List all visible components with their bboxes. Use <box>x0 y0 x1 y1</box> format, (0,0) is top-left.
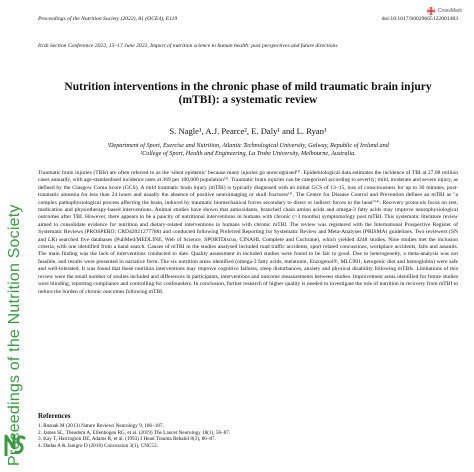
journal-sidebar <box>0 0 30 472</box>
author-list: S. Nagle¹, A.J. Pearce², E. Daly¹ and L. Ryan¹ <box>169 126 327 136</box>
doi-link[interactable]: doi:10.1017/S0029665122001483 <box>381 16 458 22</box>
reference-item: 4. Dadas A & Janigro D (2018) Concussion 3(1), CNC53. <box>38 442 158 449</box>
running-header <box>38 16 458 22</box>
affiliation-2: ²College of Sport, Health and Engineering, La Trobe University, Melbourne, Australia. <box>140 150 356 157</box>
conference-line: Irish Section Conference 2022, 15–17 June 2022, Impact of nutrition science to human health: past perspectives and future directions <box>38 43 338 49</box>
journal-sidebar-text: Proceedings of the Nutrition Society <box>6 204 23 466</box>
crossmark-badge[interactable] <box>426 6 462 16</box>
abstract-body: Traumatic brain injuries (TBIs) are often referred to as the 'silent epidemic' because many injuries go unrecognised⁽¹⁾. Epidemiological data estimates the incidence of TBI at 27.08 million cases annually, with age-standardised incidence rates at 369 per 100,000 population⁽²⁾. Traumatic brain injuries can be categorised according to severity; mild, moderate and severe injury, as defined by the Glasgow Coma Score (GCS). A mild traumatic brain injury (mTBI) is typically diagnosed with an initial GCS of 13–15, loss of consciousness for up to 30 minutes, post-traumatic amnesia for less than 24 hours and usually the absence of positive neuroimaging or skull fractures⁽³⁾. The Centre for Disease Control and Prevention defines an mTBI as "a complex pathophysiological process affecting the brain, induced by traumatic biomechanical forces secondary to direct or indirect forces to the head"⁽⁴⁾. Recovery protocols focus on rest, medication and physiotherapy-based interventions. Animal studies have shown that antioxidants, branched chain amino acids and omega-3 fatty acids may improve neurophysiological outcomes after TBI. However, there appears to be a paucity of nutritional interventions in humans with chronic (>3 months) symptomology post mTBI. This systematic literature review aimed to consolidate evidence for nutrition and dietary-related interventions in humans with chronic mTBI. The review was registered with the International Prospective Register of Systematic Reviews (PROSPERO; CRD42021277788) and conducted following Preferred Reporting for Systematic Review and Meta-Analyses (PRISMA) guidelines. Two reviewers (SN and LR) searched five databases (PubMed/MEDLINE, Web of Science, SPORTDiscus, CINAHL Complete and Cochrane), which yielded 4248 studies. Nine studies met the inclusion criteria, with one identified from a hand search. Causes of mTBI in the studies analysed included road traffic accidents, sport related concussions, workplace accidents, falls and assaults. The main finding was the lack of interventions conducted to date. Quality assessment in included studies were found to be fair to good. Due to heterogeneity, a meta-analysis was not feasible, and results were presented in narrative form. The six nutrition areas identified (omega-3 fatty acids, melatonin, Enzogenol®, MLC901, ketogenic diet and hemoglobin) were safe and well-tolerated. It was found that these nutrition interventions may improve cognitive failures, sleep disturbances, anxiety and physical disability following mTBIs. Limitations of this review were the small number of studies included and differences in participants, interventions and outcome measurements between studies. Improvement areas identified for future studies were blinding, reporting compliance and controlling for confounders. In conclusion, further research of higher quality is needed to investigate the role of nutrition in recovery from mTBI to reduce the burden of chronic outcomes following mTBI. <box>38 170 458 295</box>
reference-item: 2. James SL, Theadom A, Ellenbogen RG, et al. (2019) The Lancet Neurology 18(1), 56–87. <box>38 429 231 436</box>
reference-list <box>38 423 458 449</box>
affiliations <box>38 142 458 158</box>
article-title-line-1: Nutrition interventions in the chronic phase of mild traumatic brain injury <box>64 81 432 93</box>
reference-item: 3. Kay T, Harrington DE, Adams R, et al. (1993) J Head Trauma Rehabil 8(3), 86–87. <box>38 436 216 443</box>
ns-logo-icon <box>4 430 26 458</box>
journal-citation: Proceedings of the Nutrition Society (2022), 81 (OCE4), E119 <box>38 16 178 22</box>
article-title <box>38 81 458 107</box>
reference-item: 1. Rusnak M (2013) Nature Reviews Neurology 9, 186–187. <box>38 423 164 429</box>
crossmark-icon <box>426 6 436 16</box>
references-heading: References <box>38 412 71 420</box>
crossmark-label: CrossMark <box>437 8 462 14</box>
article-title-line-2: (mTBI): a systematic review <box>178 94 318 106</box>
affiliation-1: ¹Department of Sport, Exercise and Nutrition, Atlantic Technological University, Galway, Republic of Ireland and <box>107 142 389 149</box>
